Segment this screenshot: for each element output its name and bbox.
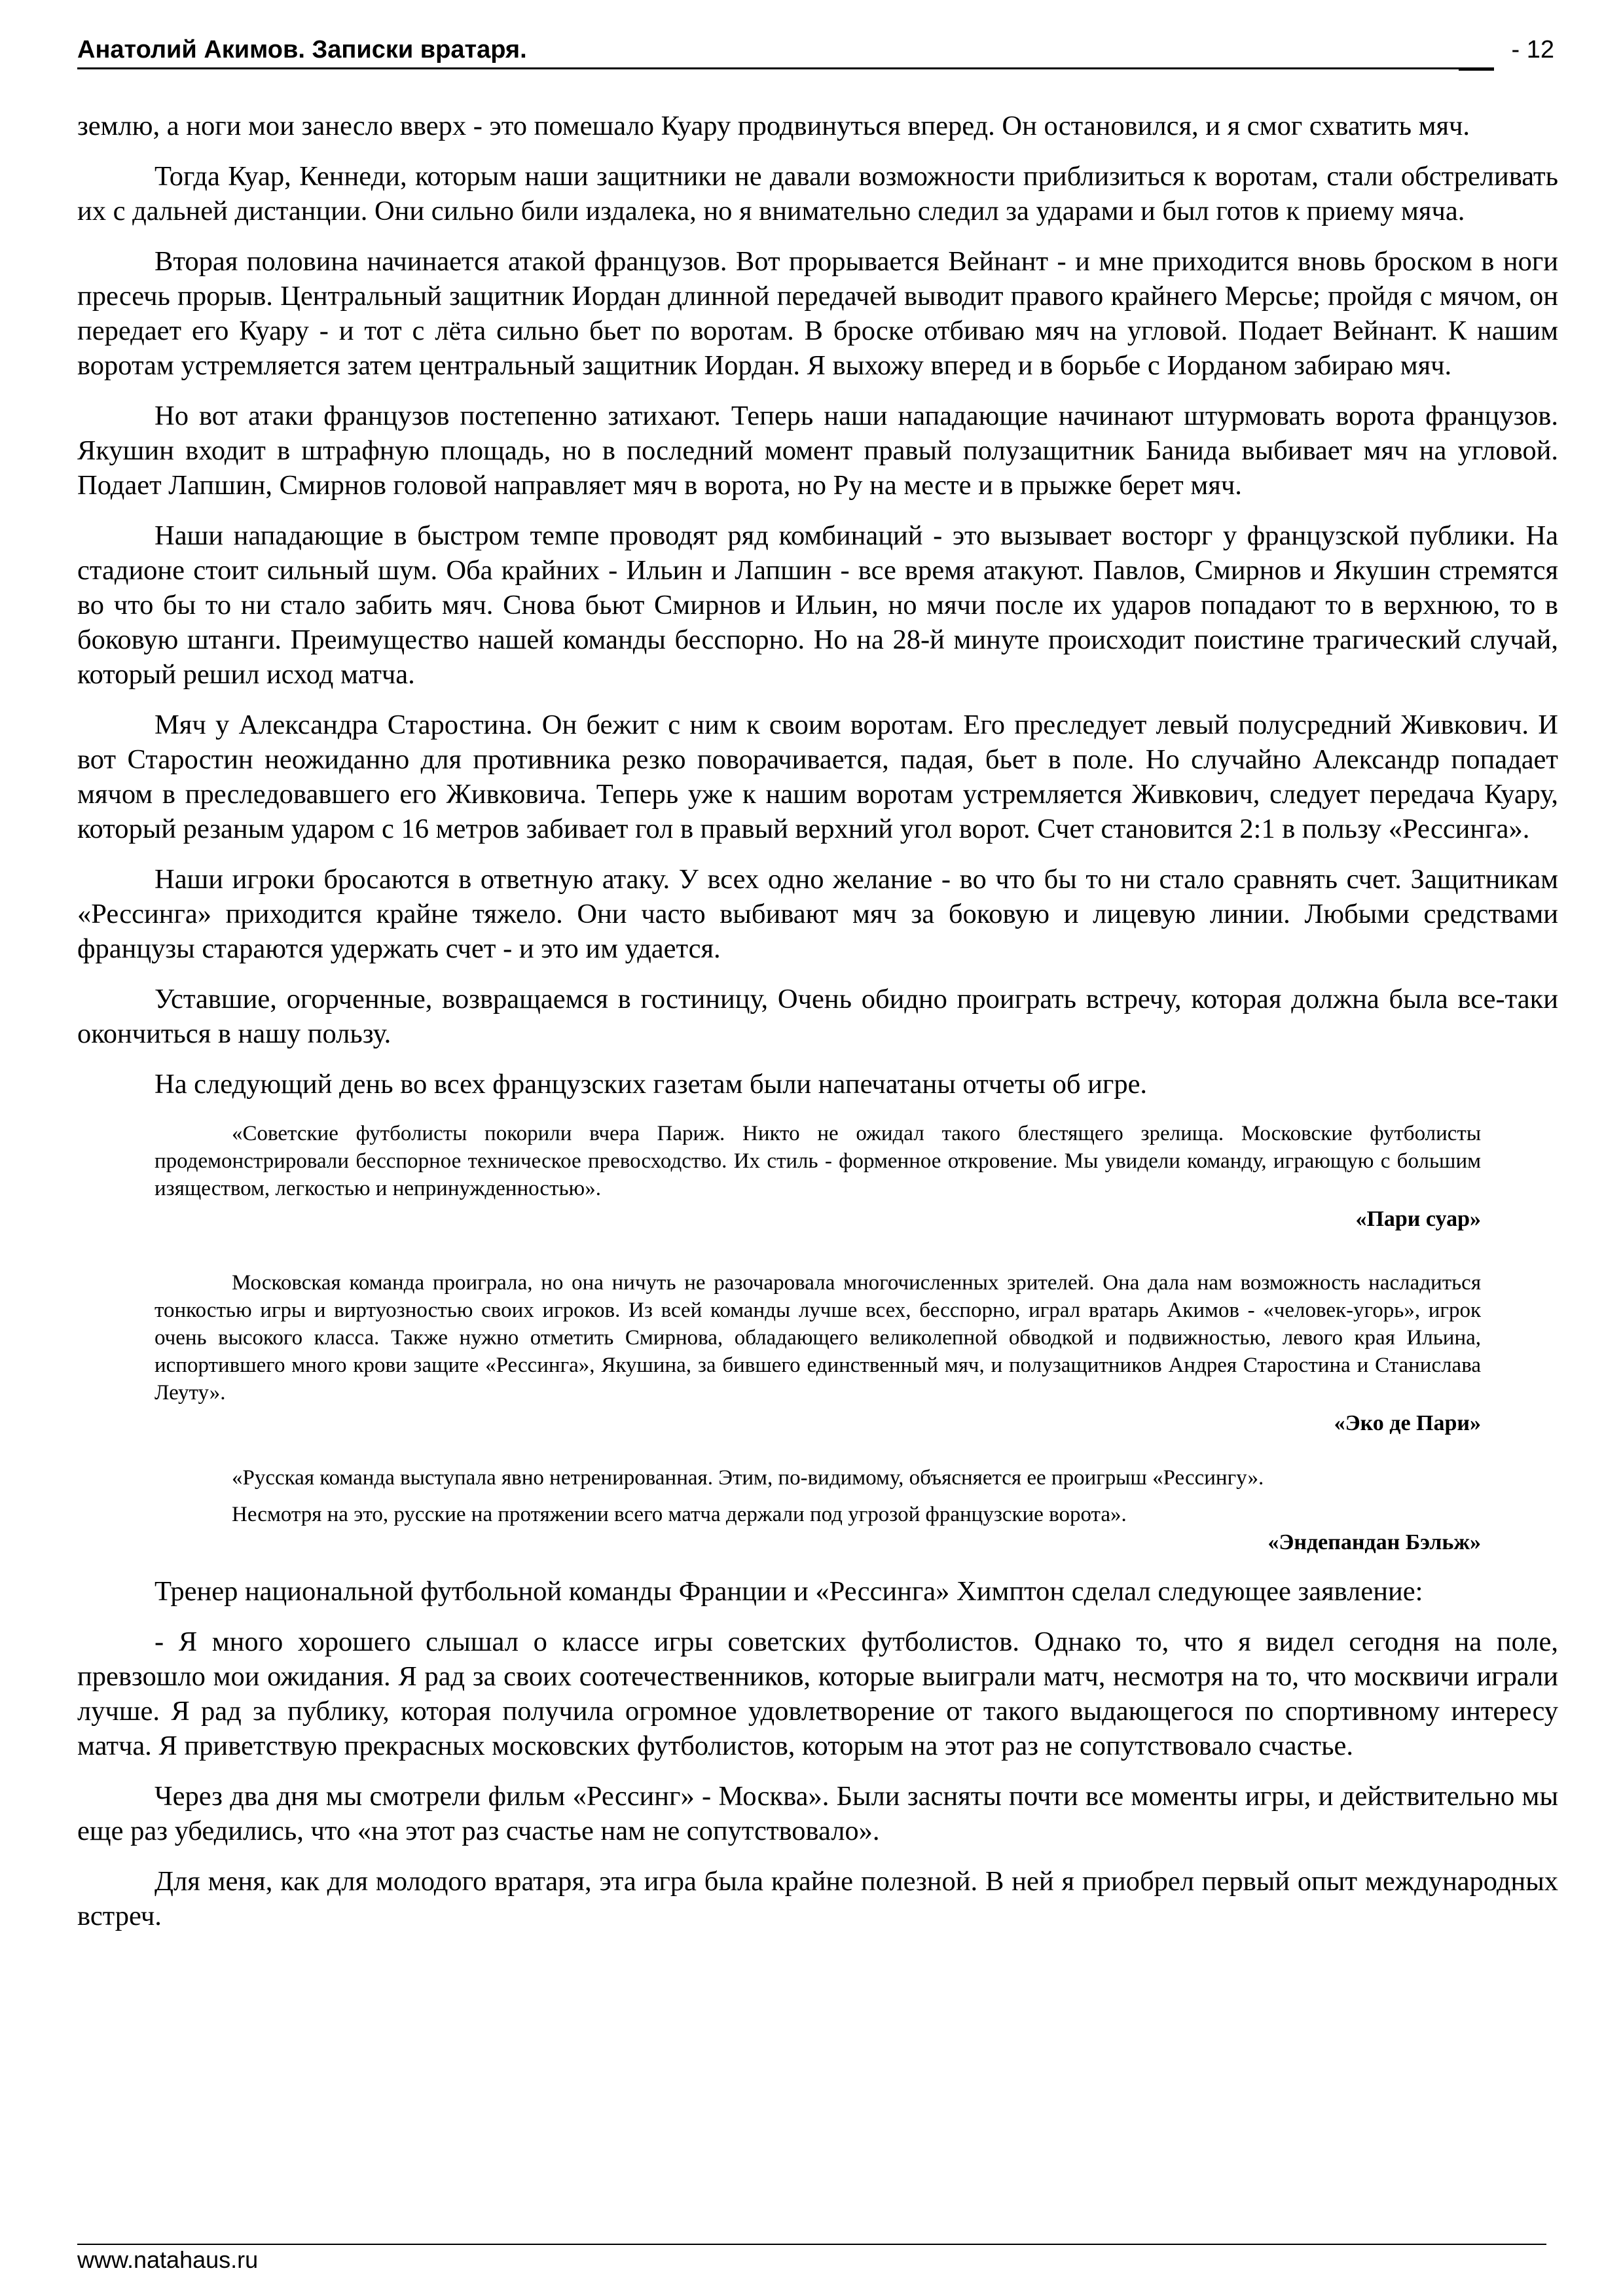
paragraph: Мяч у Александра Старостина. Он бежит с ним к своим воротам. Его преследует левый полусредний Живкович. И вот Старостин неожиданно для противника резко поворачивается, падая, бьет в поле. Но случайно Александр попадает мячом в преследовавшего его Живковича. Теперь уже к нашим воротам устремляется Живкович, следует передача Куару, который резаным ударом с 16 метров забивает гол в правый верхний угол ворот. Счет становится 2:1 в пользу «Рессинга».: [77, 709, 1558, 844]
quote-text: «Русская команда выступала явно нетренированная. Этим, по-видимому, объясняется ее проигрыш «Рессингу».: [232, 1466, 1264, 1490]
paragraph: Но вот атаки французов постепенно затихают. Теперь наши нападающие начинают штурмовать ворота французов. Якушин входит в штрафную площадь, но в последний момент правый полузащитник Банида выбивает мяч на угловой. Подает Лапшин, Смирнов головой направляет мяч в ворота, но Ру на месте и в прыжке берет мяч.: [77, 401, 1558, 501]
footer-rule: [77, 2244, 1546, 2245]
header-rule-accent: [1459, 67, 1494, 71]
page-footer: [77, 2244, 1558, 2274]
paragraph: Наши нападающие в быстром темпе проводят ряд комбинаций - это вызывает восторг у французской публики. На стадионе стоит сильный шум. Оба крайних - Ильин и Лапшин - все время атакуют. Павлов, Смирнов и Якушин стремятся во что бы то ни стало забить мяч. Снова бьют Смирнов и Ильин, но мячи после их ударов попадают то в верхнюю, то в боковую штанги. Преимущество нашей команды бесспорно. Но на 28-й минуте происходит поистине трагический случай, который решил исход матча.: [77, 520, 1558, 690]
quote-text: Московская команда проиграла, но она ничуть не разочаровала многочисленных зрителей. Она дала нам возможность насладиться тонкостью игры и виртуозностью своих игроков. Из всей команды лучше всех, бесспорно, играл вратарь Акимов - «человек-угорь», игрок очень высокого класса. Также нужно отметить Смирнова, обладающего великолепной обводкой и подвижностью, левого края Ильина, испортившего много крови защите «Рессинга», Якушина, за бившего единственный мяч, и полузащитников Андрея Старостина и Станислава Леуту».: [155, 1271, 1481, 1405]
quote-source: «Эндепандан Бэльж»: [1267, 1530, 1481, 1554]
paragraph: землю, а ноги мои занесло вверх - это помешало Куару продвинуться вперед. Он остановился, и я смог схватить мяч.: [77, 111, 1470, 141]
paragraph: На следующий день во всех французских газетам были напечатаны отчеты об игре.: [155, 1069, 1148, 1100]
paragraph: Тогда Куар, Кеннеди, которым наши защитники не давали возможности приблизиться к воротам, стали обстреливать их с дальней дистанции. Они сильно били издалека, но я внимательно следил за ударами и был готов к приему мяча.: [77, 161, 1558, 226]
quote-source: «Эко де Пари»: [1334, 1411, 1481, 1435]
header-title: Анатолий Акимов. Записки вратаря.: [77, 36, 527, 63]
paragraph: Вторая половина начинается атакой французов. Вот прорывается Вейнант - и мне приходится вновь броском в ноги пресечь прорыв. Центральный защитник Иордан длинной передачей выводит правого крайнего Мерсье; пройдя с мячом, он передает его Куару - и тот с лёта сильно бьет по воротам. В броске отбиваю мяч на угловой. Подает Вейнант. К нашим воротам устремляется затем центральный защитник Иордан. Я выхожу вперед и в борьбе с Иорданом забираю мяч.: [77, 246, 1558, 381]
quote-text: «Советские футболисты покорили вчера Париж. Никто не ожидал такого блестящего зрелища. Московские футболисты продемонстрировали бесспорное техническое превосходство. Их стиль - форменное откровение. Мы увидели команду, играющую с большим изяществом, легкостью и непринужденностью».: [155, 1122, 1481, 1200]
page-number: - 12: [1511, 36, 1554, 63]
press-quotes: [155, 1120, 1481, 1557]
paragraph: Наши игроки бросаются в ответную атаку. У всех одно желание - во что бы то ни стало сравнять счет. Защитникам «Рессинга» приходится крайне тяжело. Они часто выбивают мяч за боковую и лицевую линии. Любыми средствами французы стараются удержать счет - и это им удается.: [77, 864, 1558, 964]
paragraph: Уставшие, огорченные, возвращаемся в гостиницу, Очень обидно проиграть встречу, которая должна была все-таки окончиться в нашу пользу.: [77, 984, 1558, 1049]
paragraph: Тренер национальной футбольной команды Франции и «Рессинга» Химптон сделал следующее заявление:: [155, 1576, 1423, 1607]
page-body: [77, 109, 1558, 1949]
quote-text: Несмотря на это, русские на протяжении всего матча держали под угрозой французские ворота».: [232, 1503, 1127, 1526]
paragraph: Через два дня мы смотрели фильм «Рессинг» - Москва». Были засняты почти все моменты игры, и действительно мы еще раз убедились, что «на этот раз счастье нам не сопутствовало».: [77, 1781, 1558, 1846]
paragraph: - Я много хорошего слышал о классе игры советских футболистов. Однако то, что я видел сегодня на поле, превзошло мои ожидания. Я рад за своих соотечественников, которые выиграли матч, несмотря на то, что москвичи играли лучше. Я рад за публику, которая получила огромное удовлетворение от такого выдающегося по спортивному интересу матча. Я приветствую прекрасных московских футболистов, которым на этот раз не сопутствовало счастье.: [77, 1626, 1558, 1761]
paragraph: Для меня, как для молодого вратаря, эта игра была крайне полезной. В ней я приобрел первый опыт международных встреч.: [77, 1866, 1558, 1931]
quote-source: «Пари суар»: [1355, 1207, 1481, 1231]
page-header: [77, 38, 1558, 69]
footer-website-link[interactable]: www.natahaus.ru: [77, 2246, 259, 2273]
header-rule: [77, 67, 1494, 69]
